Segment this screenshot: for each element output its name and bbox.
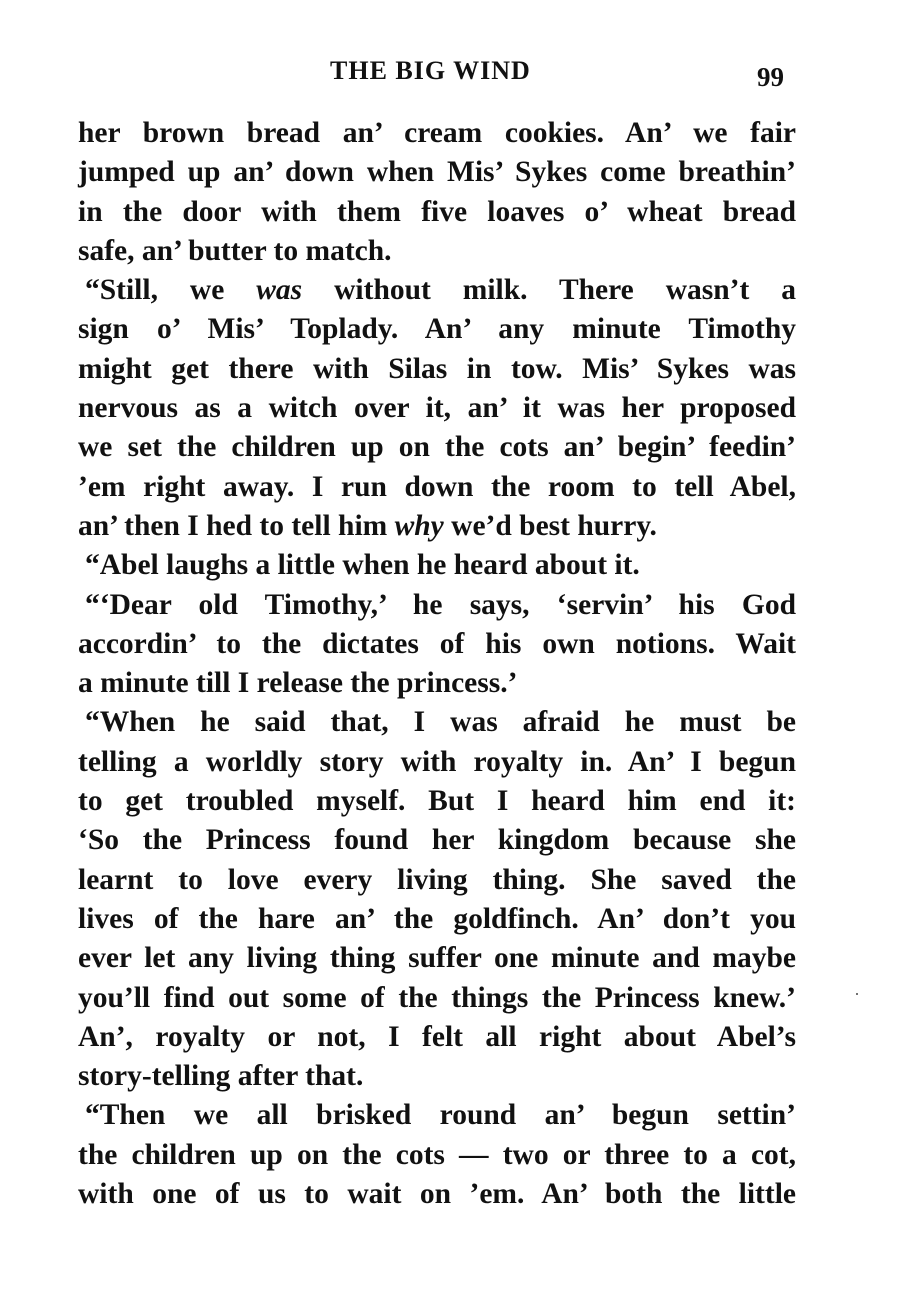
text-line: telling a worldly story with royalty in. An’ I begun	[78, 745, 796, 778]
text-line: in the door with them five loaves o’ wheat bread	[78, 195, 796, 228]
text-line: “When he said that, I was afraid he must be	[85, 706, 796, 739]
text-line: you’ll find out some of the things the Princess knew.’	[78, 981, 796, 1014]
text-line	[78, 507, 796, 546]
text-line: accordin’ to the dictates of his own notions. Wait	[78, 627, 796, 660]
running-head: THE BIG WIND	[330, 56, 531, 85]
text-line: “Then we all brisked round an’ begun settin’	[85, 1099, 796, 1132]
text-line: “Abel laughs a little when he heard about it.	[85, 549, 640, 582]
emphasized-word: why	[394, 509, 444, 542]
text-line: might get there with Silas in tow. Mis’ Sykes was	[78, 352, 796, 385]
text-run: an’ then I hed to tell him	[78, 509, 395, 542]
text-line: jumped up an’ down when Mis’ Sykes come breathin’	[78, 156, 796, 189]
text-line	[78, 271, 796, 310]
page-number: 99	[757, 62, 784, 92]
text-line: we set the children up on the cots an’ begin’ feedin’	[78, 431, 796, 464]
text-run: without milk. There wasn’t a	[302, 274, 797, 307]
text-line: the children up on the cots — two or three to a cot,	[78, 1138, 796, 1171]
text-run: “Still, we	[85, 274, 257, 307]
text-line: ever let any living thing suffer one minute and maybe	[78, 942, 796, 975]
text-line: to get troubled myself. But I heard him end it:	[78, 785, 796, 818]
text-line: nervous as a witch over it, an’ it was her proposed	[78, 392, 796, 425]
text-line: with one of us to wait on ’em. An’ both the little	[78, 1178, 796, 1211]
body-text	[78, 114, 796, 1214]
emphasized-word: was	[256, 274, 303, 307]
text-line: An’, royalty or not, I felt all right about Abel’s	[78, 1020, 796, 1053]
text-line: story-telling after that.	[78, 1060, 364, 1093]
text-line: ‘So the Princess found her kingdom because she	[78, 824, 796, 857]
text-line: ’em right away. I run down the room to tell Abel,	[78, 470, 796, 503]
text-line: her brown bread an’ cream cookies. An’ we fair	[78, 117, 796, 149]
print-speck	[856, 993, 858, 995]
text-line: safe, an’ butter to match.	[78, 234, 392, 267]
text-line: learnt to love every living thing. She saved the	[78, 863, 796, 896]
text-line: sign o’ Mis’ Toplady. An’ any minute Timothy	[78, 313, 796, 346]
text-run: we’d best hurry.	[443, 509, 657, 542]
text-line: lives of the hare an’ the goldfinch. An’ don’t you	[78, 902, 796, 935]
text-line: a minute till I release the princess.’	[78, 667, 518, 700]
text-line: “‘Dear old Timothy,’ he says, ‘servin’ his God	[85, 588, 796, 621]
